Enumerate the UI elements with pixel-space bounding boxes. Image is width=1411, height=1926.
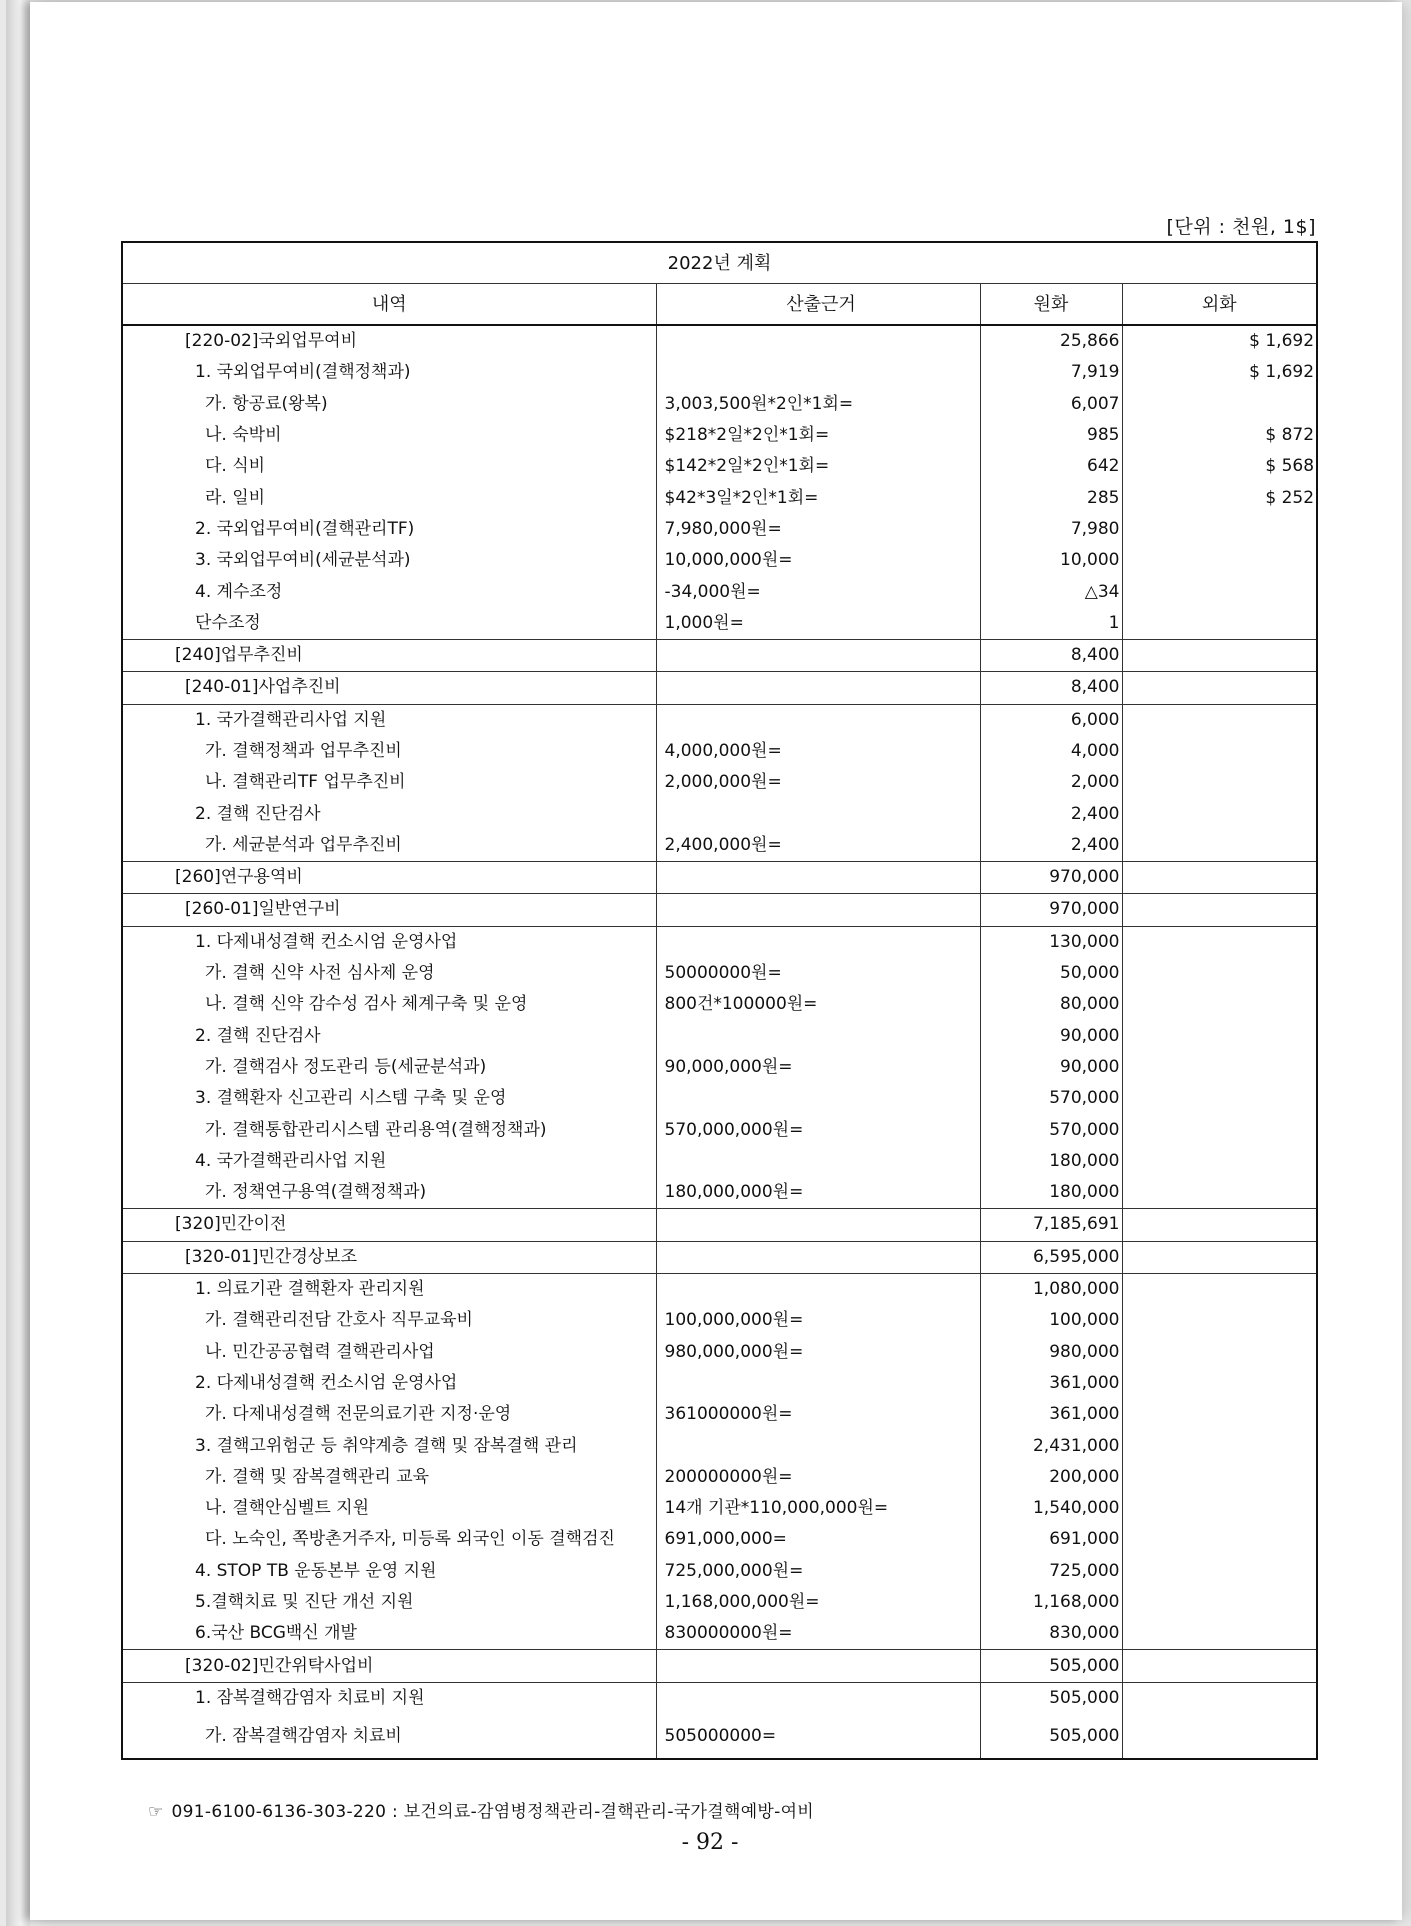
row-won: 1,080,000 bbox=[980, 1273, 1122, 1305]
row-desc: 4. STOP TB 운동본부 운영 지원 bbox=[122, 1556, 656, 1587]
row-won: 970,000 bbox=[980, 894, 1122, 926]
row-desc: 나. 결핵안심벨트 지원 bbox=[122, 1493, 656, 1524]
row-fx bbox=[1122, 1556, 1317, 1587]
row-desc: 가. 다제내성결핵 전문의료기관 지정·운영 bbox=[122, 1399, 656, 1430]
row-fx bbox=[1122, 1146, 1317, 1177]
row-desc: 1. 잠복결핵감염자 치료비 지원 bbox=[122, 1682, 656, 1714]
table-row bbox=[122, 1337, 1317, 1368]
row-won: 90,000 bbox=[980, 1021, 1122, 1052]
row-won: 50,000 bbox=[980, 958, 1122, 989]
row-fx: $ 568 bbox=[1265, 456, 1315, 477]
row-desc: 가. 결핵통합관리시스템 관리용역(결핵정책과) bbox=[122, 1114, 656, 1145]
row-basis: 50000000원= bbox=[656, 958, 980, 989]
row-won: 725,000 bbox=[980, 1556, 1122, 1587]
row-won: 570,000 bbox=[980, 1114, 1122, 1145]
table-row bbox=[122, 1021, 1317, 1052]
row-fx bbox=[1122, 1337, 1317, 1368]
table-row bbox=[122, 357, 1317, 388]
row-won: 4,000 bbox=[980, 736, 1122, 767]
row-fx bbox=[1122, 1682, 1317, 1714]
row-won: 180,000 bbox=[980, 1146, 1122, 1177]
row-desc: 가. 결핵정책과 업무추진비 bbox=[122, 736, 656, 767]
row-fx bbox=[1122, 1021, 1317, 1052]
table-row bbox=[122, 1618, 1317, 1650]
row-desc: 가. 결핵관리전담 간호사 직무교육비 bbox=[122, 1305, 656, 1336]
row-fx bbox=[1122, 1587, 1317, 1618]
table-row bbox=[122, 325, 1317, 357]
pointing-hand-icon: ☞ bbox=[148, 1802, 164, 1822]
row-desc: 가. 정책연구용역(결핵정책과) bbox=[122, 1177, 656, 1209]
row-fx bbox=[1122, 1273, 1317, 1305]
footnote-text: 091-6100-6136-303-220 : 보건의료-감염병정책관리-결핵관리-국가결핵예방-여비 bbox=[171, 1802, 815, 1822]
row-fx bbox=[1122, 1177, 1317, 1209]
row-won: 8,400 bbox=[980, 639, 1122, 671]
table-row bbox=[122, 1052, 1317, 1083]
row-desc: 가. 결핵 신약 사전 심사제 운영 bbox=[122, 958, 656, 989]
row-desc: 4. 계수조정 bbox=[122, 576, 656, 607]
row-fx bbox=[1122, 798, 1317, 829]
row-won: 6,007 bbox=[980, 389, 1122, 420]
row-fx bbox=[1122, 545, 1317, 576]
row-won: 7,980 bbox=[980, 514, 1122, 545]
column-header-row bbox=[122, 284, 1317, 326]
row-basis bbox=[656, 1368, 980, 1399]
row-basis: 800건*100000원= bbox=[656, 989, 980, 1020]
row-desc: 2. 결핵 진단검사 bbox=[122, 1021, 656, 1052]
row-basis bbox=[656, 1209, 980, 1241]
column-header-won: 원화 bbox=[980, 284, 1122, 326]
row-basis bbox=[656, 894, 980, 926]
row-fx bbox=[1122, 1399, 1317, 1430]
row-basis: 505000000= bbox=[656, 1714, 980, 1759]
page-number: - 92 - bbox=[681, 1830, 739, 1855]
table-body bbox=[122, 325, 1317, 1759]
table-row bbox=[122, 514, 1317, 545]
row-basis: 3,003,500원*2인*1회= bbox=[656, 389, 980, 420]
row-basis bbox=[656, 325, 980, 357]
row-fx bbox=[1122, 830, 1317, 862]
row-fx bbox=[1122, 639, 1317, 671]
plan-header-row bbox=[122, 242, 1317, 284]
table-row bbox=[122, 1556, 1317, 1587]
row-won: 6,595,000 bbox=[980, 1241, 1122, 1273]
table-row bbox=[122, 736, 1317, 767]
row-desc: 나. 결핵관리TF 업무추진비 bbox=[122, 767, 656, 798]
row-won: 361,000 bbox=[980, 1368, 1122, 1399]
table-row bbox=[122, 1650, 1317, 1682]
table-row bbox=[122, 1083, 1317, 1114]
row-desc: 1. 의료기관 결핵환자 관리지원 bbox=[122, 1273, 656, 1305]
row-fx bbox=[1122, 1524, 1317, 1555]
row-won: 25,866 bbox=[980, 325, 1122, 357]
row-fx bbox=[1122, 608, 1317, 640]
table-row bbox=[122, 1714, 1317, 1759]
table-row bbox=[122, 704, 1317, 736]
row-basis bbox=[656, 704, 980, 736]
row-fx bbox=[1122, 672, 1317, 704]
row-won: 2,000 bbox=[980, 767, 1122, 798]
row-fx: $ 872 bbox=[1265, 425, 1315, 446]
row-basis: 7,980,000원= bbox=[656, 514, 980, 545]
row-fx bbox=[1122, 862, 1317, 894]
table-row bbox=[122, 1587, 1317, 1618]
row-fx bbox=[1122, 1114, 1317, 1145]
table-row bbox=[122, 672, 1317, 704]
row-desc: 가. 항공료(왕복) bbox=[122, 389, 656, 420]
row-won: 10,000 bbox=[980, 545, 1122, 576]
row-won: 100,000 bbox=[980, 1305, 1122, 1336]
table-row bbox=[122, 1430, 1317, 1461]
row-won: 80,000 bbox=[980, 989, 1122, 1020]
row-won: 505,000 bbox=[980, 1682, 1122, 1714]
column-header-basis: 산출근거 bbox=[656, 284, 980, 326]
row-basis bbox=[656, 1682, 980, 1714]
row-won: 970,000 bbox=[980, 862, 1122, 894]
table-row bbox=[122, 482, 1317, 513]
row-basis bbox=[656, 1650, 980, 1682]
row-basis: 691,000,000= bbox=[656, 1524, 980, 1555]
row-fx bbox=[1122, 1462, 1317, 1493]
row-desc: [240-01]사업추진비 bbox=[122, 672, 656, 704]
table-row bbox=[122, 576, 1317, 607]
table-row bbox=[122, 894, 1317, 926]
column-header-fx: 외화 bbox=[1122, 284, 1317, 326]
row-fx bbox=[1122, 926, 1317, 958]
row-won: 830,000 bbox=[980, 1618, 1122, 1650]
row-fx bbox=[1122, 958, 1317, 989]
row-basis bbox=[656, 1241, 980, 1273]
row-basis bbox=[656, 357, 980, 388]
row-basis: 14개 기관*110,000,000원= bbox=[656, 1493, 980, 1524]
row-won: 2,400 bbox=[980, 830, 1122, 862]
table-row bbox=[122, 1399, 1317, 1430]
row-basis: 1,000원= bbox=[656, 608, 980, 640]
row-won: 505,000 bbox=[980, 1650, 1122, 1682]
row-fx bbox=[1122, 576, 1317, 607]
row-fx bbox=[1122, 704, 1317, 736]
row-desc: [320]민간이전 bbox=[122, 1209, 656, 1241]
row-won: 2,400 bbox=[980, 798, 1122, 829]
row-fx bbox=[1122, 1305, 1317, 1336]
table-row bbox=[122, 1209, 1317, 1241]
row-fx bbox=[1122, 389, 1317, 420]
row-fx bbox=[1122, 1241, 1317, 1273]
table-row bbox=[122, 1146, 1317, 1177]
row-basis: 830000000원= bbox=[656, 1618, 980, 1650]
row-basis bbox=[656, 1430, 980, 1461]
row-basis: 980,000,000원= bbox=[656, 1337, 980, 1368]
row-desc: 4. 국가결핵관리사업 지원 bbox=[122, 1146, 656, 1177]
row-basis bbox=[656, 798, 980, 829]
unit-note: [단위 : 천원, 1$] bbox=[1166, 216, 1316, 238]
row-fx bbox=[1122, 736, 1317, 767]
row-basis: 4,000,000원= bbox=[656, 736, 980, 767]
row-won: 90,000 bbox=[980, 1052, 1122, 1083]
row-fx bbox=[1122, 767, 1317, 798]
row-basis: $218*2일*2인*1회= bbox=[656, 420, 980, 451]
table-row bbox=[122, 1241, 1317, 1273]
table-row bbox=[122, 767, 1317, 798]
table-row bbox=[122, 926, 1317, 958]
binding-edge bbox=[6, 0, 30, 1926]
row-won: 1 bbox=[980, 608, 1122, 640]
row-desc: 3. 결핵고위험군 등 취약계층 결핵 및 잠복결핵 관리 bbox=[122, 1430, 656, 1461]
row-desc: 3. 결핵환자 신고관리 시스템 구축 및 운영 bbox=[122, 1083, 656, 1114]
table-row bbox=[122, 451, 1317, 482]
row-won: 642 bbox=[980, 451, 1122, 482]
table-row bbox=[122, 1368, 1317, 1399]
row-desc: [320-02]민간위탁사업비 bbox=[122, 1650, 656, 1682]
row-basis bbox=[656, 1273, 980, 1305]
row-won: 285 bbox=[980, 482, 1122, 513]
row-fx bbox=[1122, 1209, 1317, 1241]
table-row bbox=[122, 545, 1317, 576]
row-basis: 2,400,000원= bbox=[656, 830, 980, 862]
plan-title: 2022년 계획 bbox=[122, 242, 1317, 284]
row-desc: [220-02]국외업무여비 bbox=[122, 325, 656, 357]
row-desc: 가. 잠복결핵감염자 치료비 bbox=[122, 1714, 656, 1759]
row-fx bbox=[1122, 1052, 1317, 1083]
table-row bbox=[122, 608, 1317, 640]
row-basis: 180,000,000원= bbox=[656, 1177, 980, 1209]
table-row bbox=[122, 958, 1317, 989]
row-desc: 2. 다제내성결핵 컨소시엄 운영사업 bbox=[122, 1368, 656, 1399]
table-row bbox=[122, 639, 1317, 671]
row-won: 985 bbox=[980, 420, 1122, 451]
row-won: 980,000 bbox=[980, 1337, 1122, 1368]
row-fx bbox=[1122, 1618, 1317, 1650]
table-row bbox=[122, 1493, 1317, 1524]
row-basis bbox=[656, 862, 980, 894]
row-desc: 5.결핵치료 및 진단 개선 지원 bbox=[122, 1587, 656, 1618]
row-won: 130,000 bbox=[980, 926, 1122, 958]
row-won: 361,000 bbox=[980, 1399, 1122, 1430]
row-won: 8,400 bbox=[980, 672, 1122, 704]
row-desc: 2. 결핵 진단검사 bbox=[122, 798, 656, 829]
row-desc: 가. 결핵 및 잠복결핵관리 교육 bbox=[122, 1462, 656, 1493]
table-row bbox=[122, 420, 1317, 451]
row-basis bbox=[656, 639, 980, 671]
row-desc: 나. 민간공공협력 결핵관리사업 bbox=[122, 1337, 656, 1368]
row-won: 1,168,000 bbox=[980, 1587, 1122, 1618]
row-basis: 1,168,000,000원= bbox=[656, 1587, 980, 1618]
row-desc: 2. 국외업무여비(결핵관리TF) bbox=[122, 514, 656, 545]
row-basis bbox=[656, 672, 980, 704]
row-fx: $ 1,692 bbox=[1249, 362, 1315, 383]
row-basis: 725,000,000원= bbox=[656, 1556, 980, 1587]
row-won: 1,540,000 bbox=[980, 1493, 1122, 1524]
row-desc: 나. 결핵 신약 감수성 검사 체계구축 및 운영 bbox=[122, 989, 656, 1020]
row-won: 7,919 bbox=[980, 357, 1122, 388]
row-desc: 6.국산 BCG백신 개발 bbox=[122, 1618, 656, 1650]
table-row bbox=[122, 1273, 1317, 1305]
row-desc: 가. 결핵검사 정도관리 등(세균분석과) bbox=[122, 1052, 656, 1083]
row-won: 180,000 bbox=[980, 1177, 1122, 1209]
row-desc: [320-01]민간경상보조 bbox=[122, 1241, 656, 1273]
column-header-desc: 내역 bbox=[122, 284, 656, 326]
row-basis: 2,000,000원= bbox=[656, 767, 980, 798]
row-desc: 가. 세균분석과 업무추진비 bbox=[122, 830, 656, 862]
row-basis: 570,000,000원= bbox=[656, 1114, 980, 1145]
row-fx bbox=[1122, 1650, 1317, 1682]
row-fx bbox=[1122, 989, 1317, 1020]
row-fx bbox=[1122, 1368, 1317, 1399]
table-row bbox=[122, 862, 1317, 894]
row-desc: 나. 숙박비 bbox=[122, 420, 656, 451]
row-won: 691,000 bbox=[980, 1524, 1122, 1555]
table-row bbox=[122, 1114, 1317, 1145]
row-fx bbox=[1122, 894, 1317, 926]
row-fx bbox=[1122, 1714, 1317, 1759]
table-row bbox=[122, 830, 1317, 862]
row-basis: 100,000,000원= bbox=[656, 1305, 980, 1336]
row-basis bbox=[656, 1146, 980, 1177]
row-won: 2,431,000 bbox=[980, 1430, 1122, 1461]
row-basis: 90,000,000원= bbox=[656, 1052, 980, 1083]
row-desc: 1. 다제내성결핵 컨소시엄 운영사업 bbox=[122, 926, 656, 958]
row-basis: 361000000원= bbox=[656, 1399, 980, 1430]
row-desc: 단수조정 bbox=[122, 608, 656, 640]
row-fx: $ 1,692 bbox=[1249, 331, 1315, 352]
row-won: 505,000 bbox=[980, 1714, 1122, 1759]
row-desc: 다. 노숙인, 쪽방촌거주자, 미등록 외국인 이동 결핵검진 bbox=[122, 1524, 656, 1555]
table-row bbox=[122, 1524, 1317, 1555]
table-row bbox=[122, 989, 1317, 1020]
row-desc: 라. 일비 bbox=[122, 482, 656, 513]
row-desc: 1. 국외업무여비(결핵정책과) bbox=[122, 357, 656, 388]
row-desc: 다. 식비 bbox=[122, 451, 656, 482]
budget-table bbox=[121, 241, 1318, 1760]
table-row bbox=[122, 389, 1317, 420]
row-won: 6,000 bbox=[980, 704, 1122, 736]
row-desc: [260-01]일반연구비 bbox=[122, 894, 656, 926]
row-basis: $42*3일*2인*1회= bbox=[656, 482, 980, 513]
row-basis bbox=[656, 1083, 980, 1114]
table-row bbox=[122, 798, 1317, 829]
row-desc: 1. 국가결핵관리사업 지원 bbox=[122, 704, 656, 736]
row-basis: 200000000원= bbox=[656, 1462, 980, 1493]
table-row bbox=[122, 1305, 1317, 1336]
row-basis: -34,000원= bbox=[656, 576, 980, 607]
row-basis: $142*2일*2인*1회= bbox=[656, 451, 980, 482]
footnote bbox=[148, 1797, 814, 1822]
row-fx bbox=[1122, 514, 1317, 545]
row-desc: 3. 국외업무여비(세균분석과) bbox=[122, 545, 656, 576]
table-row bbox=[122, 1177, 1317, 1209]
row-won: 570,000 bbox=[980, 1083, 1122, 1114]
row-fx bbox=[1122, 1430, 1317, 1461]
row-fx: $ 252 bbox=[1265, 487, 1315, 508]
row-fx bbox=[1122, 1083, 1317, 1114]
row-basis bbox=[656, 926, 980, 958]
row-won: 200,000 bbox=[980, 1462, 1122, 1493]
table-row bbox=[122, 1682, 1317, 1714]
row-basis bbox=[656, 1021, 980, 1052]
row-won: 7,185,691 bbox=[980, 1209, 1122, 1241]
row-fx bbox=[1122, 1493, 1317, 1524]
row-desc: [260]연구용역비 bbox=[122, 862, 656, 894]
table-row bbox=[122, 1462, 1317, 1493]
row-basis: 10,000,000원= bbox=[656, 545, 980, 576]
row-won: △34 bbox=[980, 576, 1122, 607]
row-desc: [240]업무추진비 bbox=[122, 639, 656, 671]
